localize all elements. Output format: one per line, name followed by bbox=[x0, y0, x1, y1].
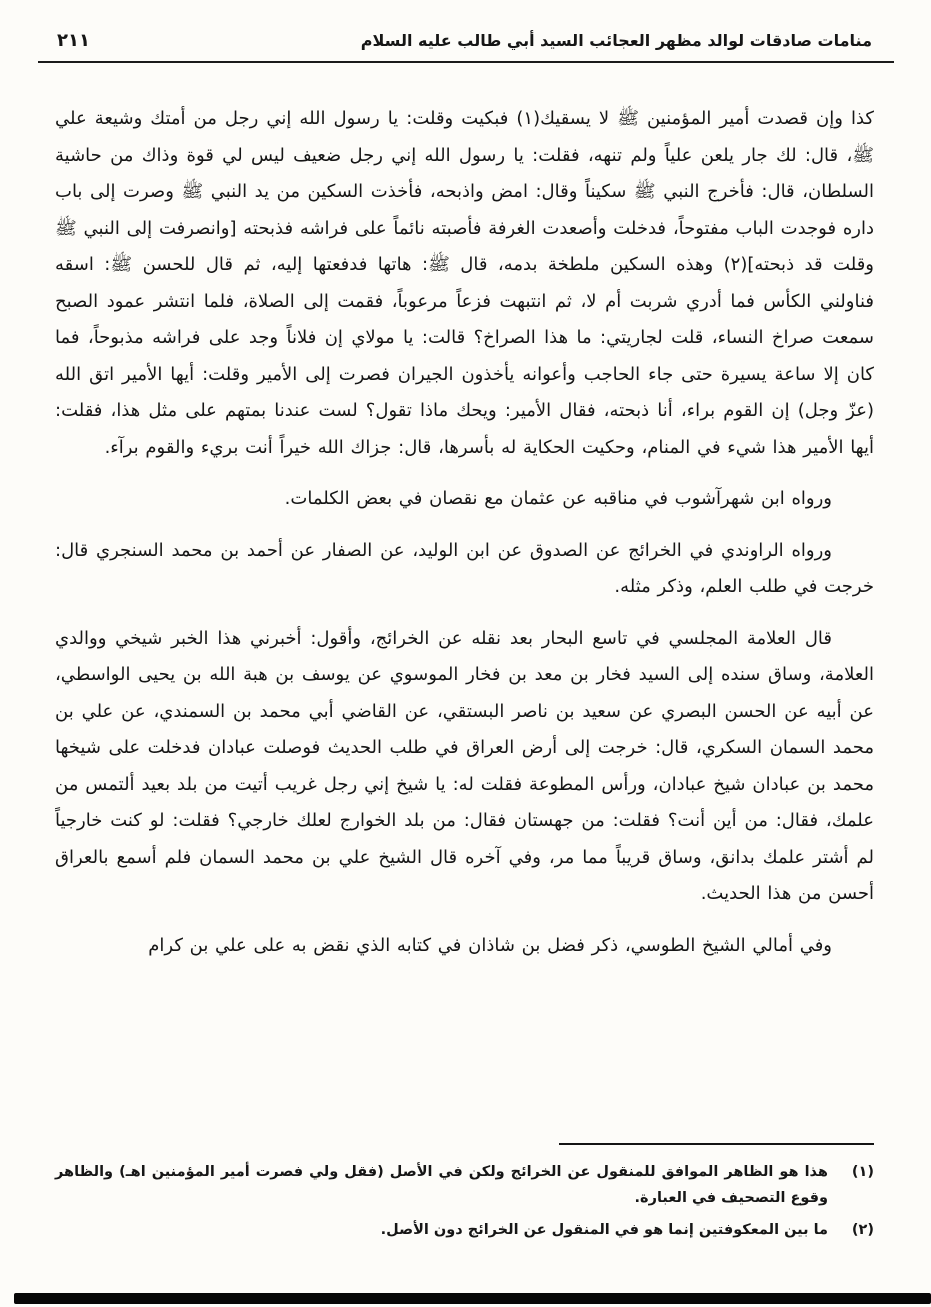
body-paragraph: وفي أمالي الشيخ الطوسي، ذكر فضل بن شاذان في كتابه الذي نقض به على علي بن كرام bbox=[148, 934, 832, 956]
footnote bbox=[55, 1159, 874, 1211]
scan-artifact-bar bbox=[14, 1293, 931, 1304]
body-paragraph: ورواه الراوندي في الخرائج عن الصدوق عن ابن الوليد، عن الصفار عن أحمد بن محمد السنجري قال: خرجت في طلب العلم، وذكر مثله. bbox=[55, 539, 874, 597]
footnote-text: هذا هو الظاهر الموافق للمنقول عن الخرائج ولكن في الأصل (فقل ولي فصرت أمير المؤمنين اهـ) والظاهر وقوع التصحيف في العبارة. bbox=[55, 1164, 828, 1206]
footnote-text: ما بين المعكوفتين إنما هو في المنقول عن الخرائج دون الأصل. bbox=[380, 1222, 828, 1238]
footnote-separator bbox=[559, 1143, 874, 1145]
page-number: ٢١١ bbox=[57, 30, 90, 51]
body-text bbox=[55, 101, 874, 979]
footnote-marker: (٢) bbox=[851, 1222, 874, 1238]
footnote bbox=[55, 1217, 874, 1243]
page-header bbox=[55, 30, 874, 61]
body-paragraph: كذا وإن قصدت أمير المؤمنين ﷺ لا يسقيك(١) فبكيت وقلت: يا رسول الله إني رجل من أمتك وشيعة علي ﷺ، قال: لك جار يلعن علياً ولم تنهه، فقلت: يا رسول الله إني رجل ضعيف ليس لي قوة وذاك من حاشية السلطان، قال: فأخرج النبي ﷺ سكيناً وقال: امض واذبحه، فأخذت السكين من يد النبي ﷺ وصرت إلى باب داره فوجدت الباب مفتوحاً، فدخلت وأصعدت الغرفة فأصبته نائماً على فراشه فذبحته [وانصرفت إلى النبي ﷺ وقلت قد ذبحته](٢) وهذه السكين ملطخة بدمه، قال ﷺ: هاتها فدفعتها إليه، ثم قال للحسن ﷺ: اسقه فناولني الكأس فما أدري شربت أم لا، ثم انتبهت فزعاً مرعوباً، فقمت إلى الصلاة، فلما انتشر عمود الصبح سمعت صراخ النساء، قلت لجاريتي: ما هذا الصراخ؟ قالت: يا مولاي إن فلاناً وجد على فراشه مذبوحاً، فما كان إلا ساعة يسيرة حتى جاء الحاجب وأعوانه يأخذون الجيران فصرت إلى الأمير وقلت: أيها الأمير اتق الله (عزّ وجل) إن القوم براء، أنا ذبحته، فقال الأمير: ويحك ماذا تقول؟ لست عندنا بمتهم على مثل هذا، فقلت: أيها الأمير هذا شيء في المنام، وحكيت الحكاية له بأسرها، قال: جزاك الله خيراً أنت بريء والقوم برآء. bbox=[55, 108, 874, 458]
footnote-area bbox=[55, 1143, 874, 1249]
footnote-marker: (١) bbox=[851, 1164, 874, 1180]
header-title: منامات صادقات لوالد مظهر العجائب السيد أبي طالب عليه السلام bbox=[360, 31, 872, 50]
body-paragraph: قال العلامة المجلسي في تاسع البحار بعد نقله عن الخرائج، وأقول: أخبرني هذا الخبر شيخي ووالدي العلامة، وساق سنده إلى السيد فخار بن معد بن فخار الموسوي عن يوسف بن هبة الله بن يحيى الواسطي، عن أبيه عن الحسن البصري عن سعيد بن ناصر البستقي، عن القاضي أبي محمد بن السمندي، عن علي بن محمد السمان السكري، قال: خرجت إلى أرض العراق في طلب الحديث فوصلت عبادان فدخلت على شيخها محمد بن عبادان شيخ عبادان، ورأس المطوعة فقلت له: يا شيخ إني رجل غريب أتيت من بلد بعيد ألتمس من علمك، فقال: من أين أنت؟ فقلت: من جهستان فقال: من بلد الخوارج لعلك خارجي؟ فقلت: لو كنت خارجياً لم أشتر علمك بدانق، وساق قريباً مما مر، وفي آخره قال الشيخ علي بن محمد السمان فلم أسمع بالعراق أحسن من هذا الحديث. bbox=[55, 627, 874, 904]
header-rule bbox=[38, 61, 894, 63]
body-paragraph: ورواه ابن شهرآشوب في مناقبه عن عثمان مع نقصان في بعض الكلمات. bbox=[284, 488, 832, 509]
